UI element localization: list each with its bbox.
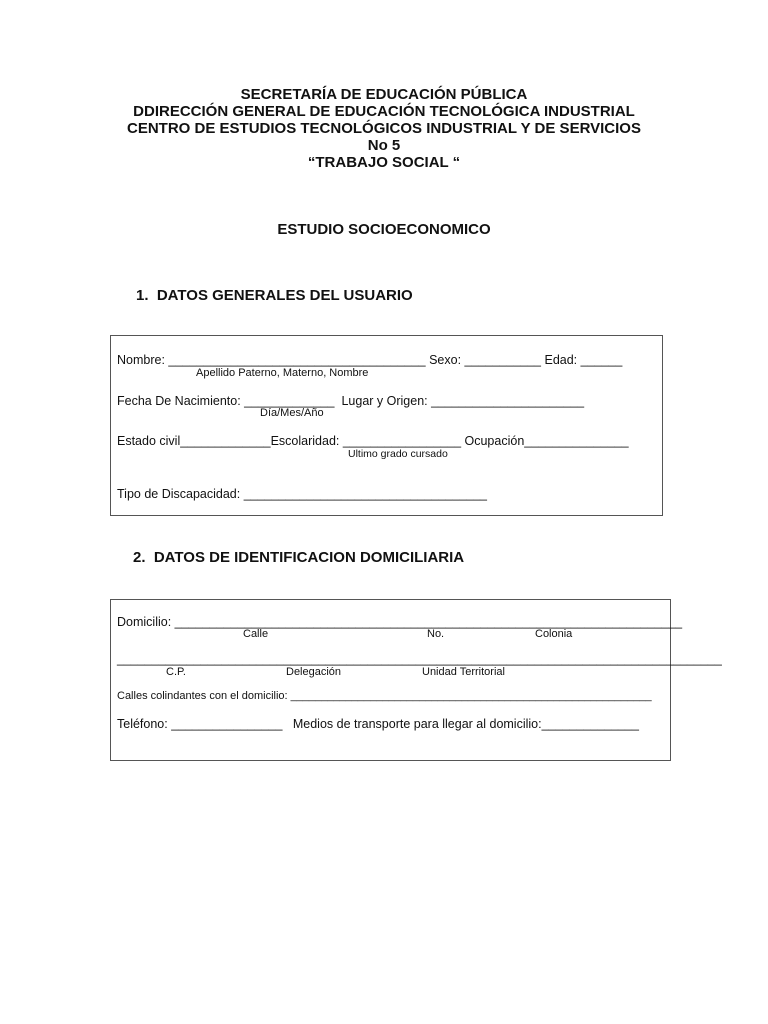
numero-hint: No. [427,628,445,640]
unidad-territorial-hint: Unidad Territorial [422,666,505,678]
document-title: ESTUDIO SOCIOECONOMICO [277,221,491,238]
section-1-box [110,335,663,516]
calle-hint: Calle [243,628,269,640]
header-line-4: No 5 [367,137,401,154]
fecha-hint: Día/Mes/Año [260,407,324,419]
header-line-1: SECRETARÍA DE EDUCACIÓN PÚBLICA [240,86,528,103]
cp-hint: C.P. [166,666,186,678]
calles-colindantes-field[interactable]: Calles colindantes con el domicilio: ___________________________________________________________ [117,690,652,702]
section-2-box [110,599,722,761]
telefono-field[interactable]: Teléfono: ________________ Medios de transporte para llegar al domicilio:______________ [117,717,639,731]
header-line-2: DDIRECCIÓN GENERAL DE EDUCACIÓN TECNOLÓGICA INDUSTRIAL [133,103,635,120]
colonia-hint: Colonia [535,628,573,640]
nombre-field[interactable]: Nombre: _____________________________________ Sexo: ___________ Edad: ______ [117,353,623,367]
domicilio-line-2[interactable]: _______________________________________________________________________________________ [117,652,722,666]
header-line-5: “TRABAJO SOCIAL “ [307,154,461,171]
nombre-hint: Apellido Paterno, Materno, Nombre [196,367,369,379]
discapacidad-field[interactable]: Tipo de Discapacidad: ___________________________________ [117,487,488,501]
escolaridad-hint: Ultimo grado cursado [348,448,448,460]
estado-civil-field[interactable]: Estado civil_____________Escolaridad: _________________ Ocupación_______________ [117,434,629,448]
section-1-title: 1. DATOS GENERALES DEL USUARIO [136,287,413,304]
delegacion-hint: Delegación [286,666,342,678]
fecha-nacimiento-field[interactable]: Fecha De Nacimiento: _____________ Lugar y Origen: ______________________ [117,394,585,408]
section-2-title: 2. DATOS DE IDENTIFICACION DOMICILIARIA [133,549,465,566]
domicilio-field[interactable]: Domicilio: _________________________________________________________________________ [117,615,683,629]
header-line-3: CENTRO DE ESTUDIOS TECNOLÓGICOS INDUSTRIAL Y DE SERVICIOS [127,120,641,137]
